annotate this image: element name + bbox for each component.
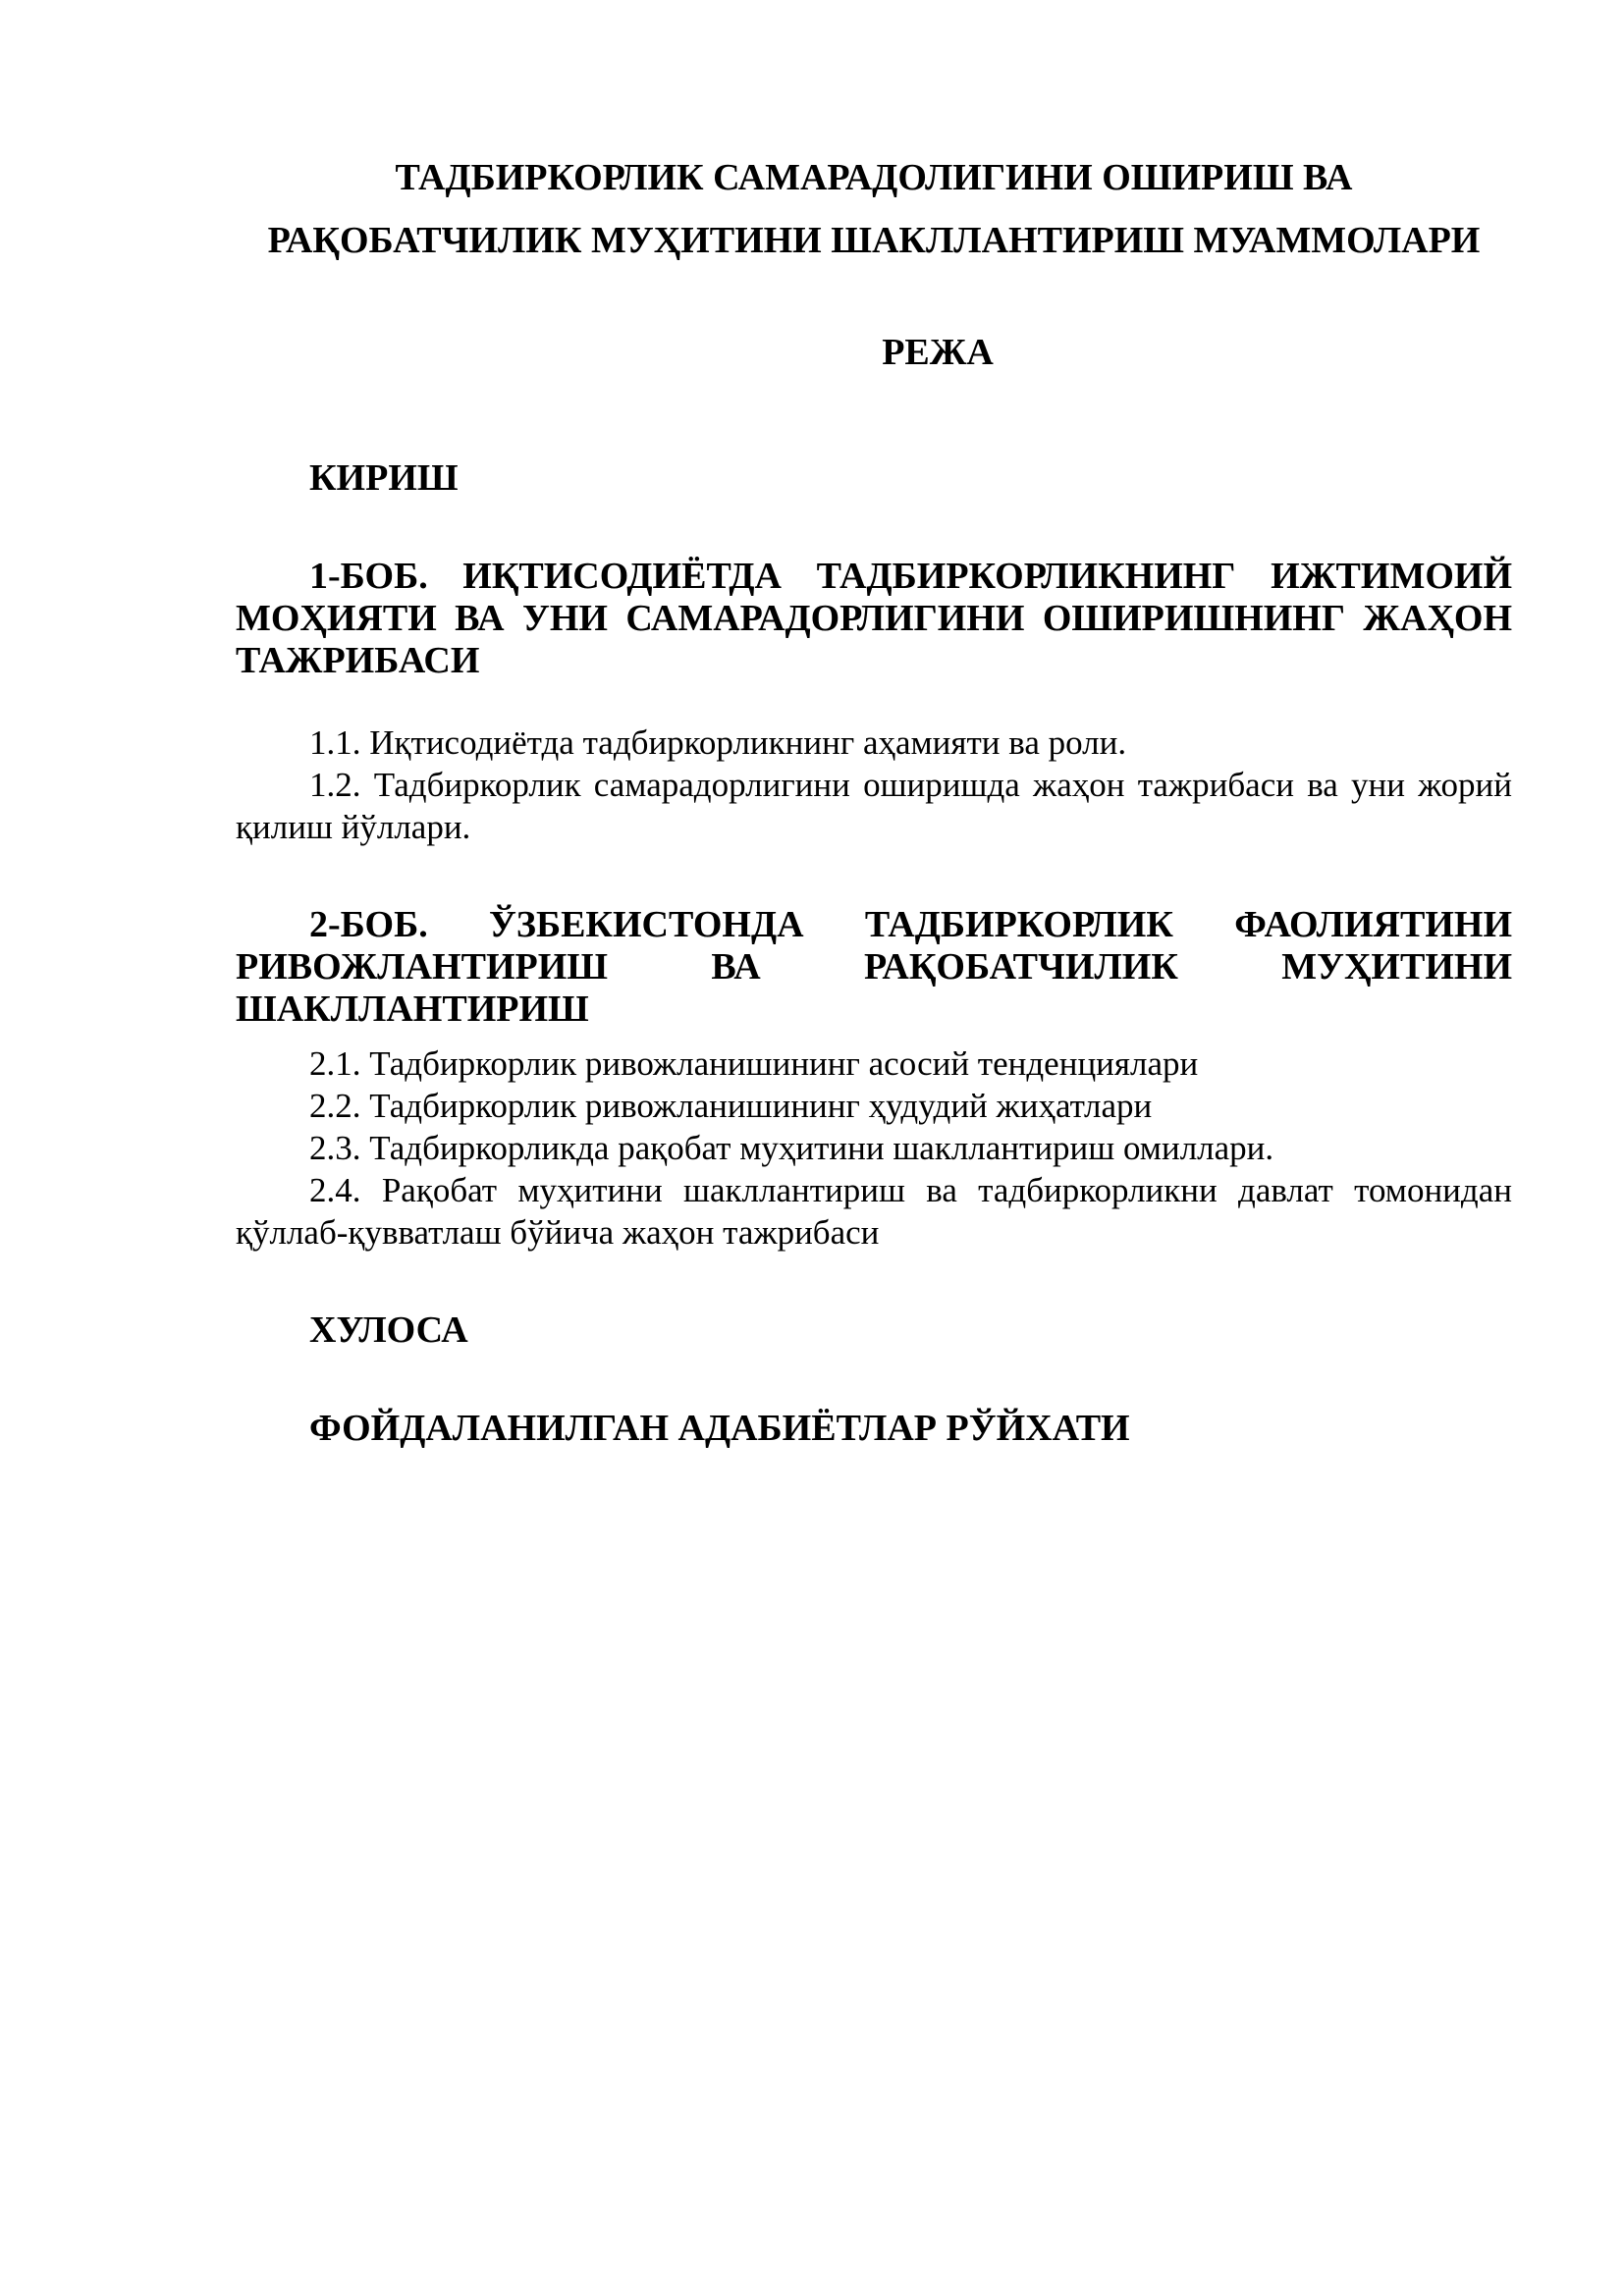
conclusion-heading: ХУЛОСА [309, 1309, 468, 1351]
chapter-2-item-3: 2.3. Тадбиркорликда рақобат муҳитини шакллантириш омиллари. [309, 1129, 1274, 1167]
table-of-contents [236, 457, 1512, 1450]
chapter-2-heading: 2-БОБ. ЎЗБЕКИСТОНДА ТАДБИРКОРЛИК ФАОЛИЯТИНИ РИВОЖЛАНТИРИШ ВА РАҚОБАТЧИЛИК МУҲИТИНИ ШАКЛЛАНТИРИШ [236, 904, 1512, 1030]
chapter-1-item-2: 1.2. Тадбиркорлик самарадорлигини оширишда жаҳон тажрибаси ва уни жорий қилиш йўллари. [236, 766, 1512, 846]
references-heading: ФОЙДАЛАНИЛГАН АДАБИЁТЛАР РЎЙХАТИ [309, 1408, 1130, 1449]
chapter-1-item-1: 1.1. Иқтисодиётда тадбиркорликнинг аҳамияти ва роли. [309, 723, 1127, 762]
chapter-1-heading: 1-БОБ. ИҚТИСОДИЁТДА ТАДБИРКОРЛИКНИНГ ИЖТИМОИЙ МОҲИЯТИ ВА УНИ САМАРАДОРЛИГИНИ ОШИРИШНИНГ ЖАҲОН ТАЖРИБАСИ [236, 556, 1512, 681]
chapter-2-item-4: 2.4. Рақобат муҳитини шакллантириш ва тадбиркорликни давлат томонидан қўллаб-қувватлаш бўйича жаҳон тажрибаси [236, 1171, 1512, 1252]
chapter-2-item-1: 2.1. Тадбиркорлик ривожланишининг асосий тенденциялари [309, 1044, 1199, 1083]
chapter-2-item-2: 2.2. Тадбиркорлик ривожланишининг ҳудудий жиҳатлари [309, 1087, 1153, 1125]
document-title-line-2: РАҚОБАТЧИЛИК МУҲИТИНИ ШАКЛЛАНТИРИШ МУАММОЛАРИ [267, 220, 1481, 261]
chapter-2 [236, 904, 1512, 1254]
intro-heading: КИРИШ [309, 457, 459, 499]
document-title-line-1: ТАДБИРКОРЛИК САМАРАДОЛИГИНИ ОШИРИШ ВА [395, 157, 1353, 198]
plan-heading: РЕЖА [882, 332, 994, 373]
chapter-1 [236, 556, 1512, 848]
